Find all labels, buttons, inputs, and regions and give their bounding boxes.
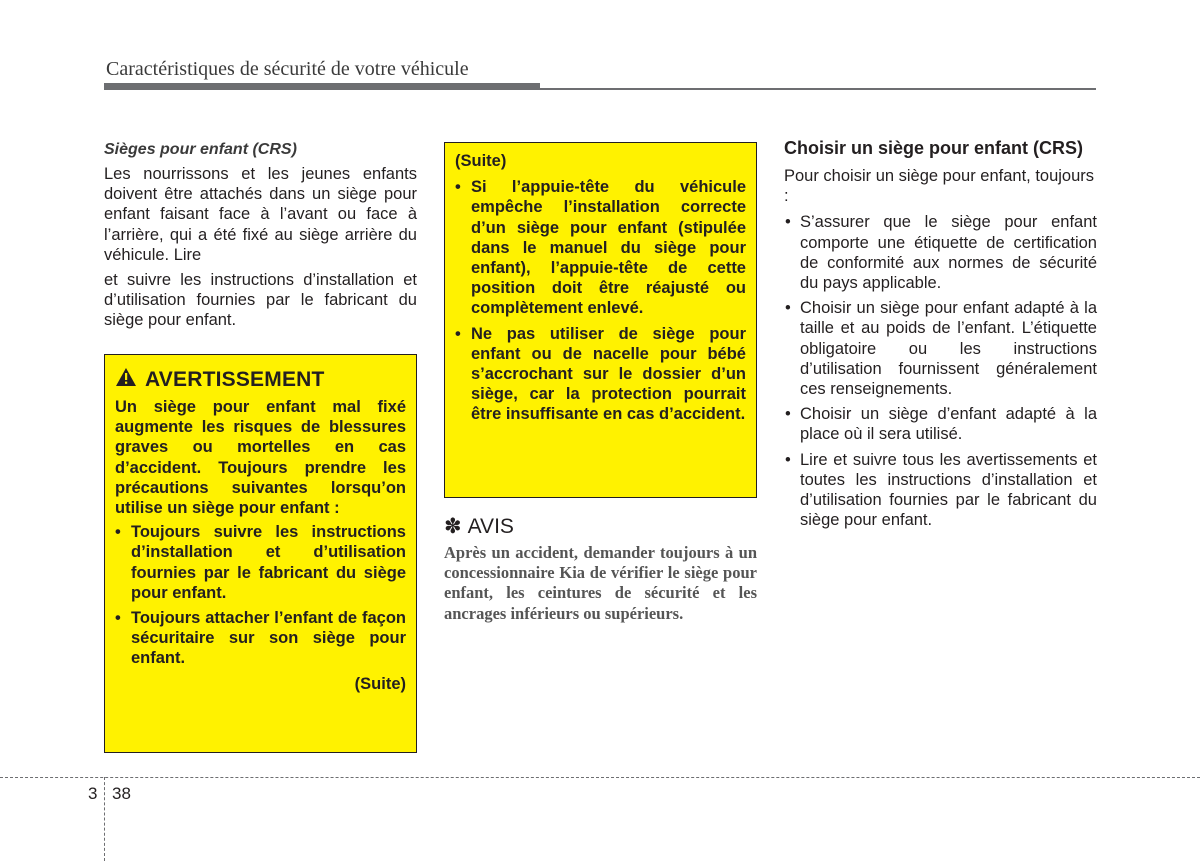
asterisk-icon: ✽ bbox=[444, 515, 462, 538]
list-item: • Toujours attacher l’enfant de façon sécuritaire sur son siège pour enfant. bbox=[115, 609, 406, 668]
instructions-paragraph: et suivre les instructions d’installation et d’utilisation fournies par le fabricant du siège pour enfant. bbox=[104, 271, 417, 330]
list-item: • Toujours suivre les instructions d’installation et d’utilisation fournies par le fabricant du siège pour enfant. bbox=[115, 523, 406, 602]
list-item: • S’assurer que le siège pour enfant comporte une étiquette de certification de conformité aux normes de sécurité du pays applicable. bbox=[785, 213, 1097, 293]
list-item: • Choisir un siège pour enfant adapté à la taille et au poids de l’enfant. L’étiquette obligatoire ou les instructions d’utilisation fournissent généralement ces renseignements. bbox=[785, 299, 1097, 399]
choose-intro: Pour choisir un siège pour enfant, toujours : bbox=[784, 167, 1095, 206]
warning-triangle-icon bbox=[115, 367, 137, 393]
section-heading-crs: Sièges pour enfant (CRS) bbox=[104, 141, 297, 158]
choose-bullet-list bbox=[784, 212, 1097, 530]
warning-title-text: AVERTISSEMENT bbox=[145, 368, 325, 391]
warning-intro: Un siège pour enfant mal fixé augmente les risques de blessures graves ou mortelles en cas d’accident. Toujours prendre les précautions suivantes lorsqu’on utilise un siège pour enfant : bbox=[115, 398, 406, 518]
right-column bbox=[784, 138, 1097, 535]
avis-text: Après un accident, demander toujours à un concessionnaire Kia de vérifier le siège pour enfant, les ceintures de sécurité et les ancrages inférieurs ou supérieurs. bbox=[444, 543, 757, 623]
list-item: • Lire et suivre tous les avertissements et toutes les instructions d’installation et d’utilisation fournies par le fabricant du siège pour enfant. bbox=[785, 450, 1097, 530]
list-item: • Choisir un siège d’enfant adapté à la place où il sera utilisé. bbox=[785, 405, 1097, 444]
intro-paragraph: Les nourrissons et les jeunes enfants doivent être attachés dans un siège pour enfant faisant face à l’avant ou face à l’arrière, qui a été fixé au siège arrière du véhicule. Lire bbox=[104, 165, 417, 264]
continued-warning-box bbox=[444, 142, 757, 498]
continued-label: (Suite) bbox=[455, 152, 507, 170]
list-item: • Ne pas utiliser de siège pour enfant ou de nacelle pour bébé s’accrochant sur le dossier d’un siège, car la protection pourrait être insuffisante en cas d’accident. bbox=[455, 324, 746, 424]
continued-bullet-list bbox=[455, 177, 746, 424]
left-column bbox=[104, 138, 417, 331]
warning-bullet-list bbox=[115, 522, 406, 668]
section-heading-choose-crs: Choisir un siège pour enfant (CRS) bbox=[784, 138, 1084, 158]
page-number: 38 bbox=[112, 784, 131, 803]
footer-rule bbox=[0, 777, 1200, 778]
list-item: • Si l’appuie-tête du véhicule empêche l’installation correcte d’un siège pour enfant (stipulée dans le manuel du siège pour enfant), l’appuie-tête de cette position doit être réajusté ou complètement enlevé. bbox=[455, 178, 746, 318]
avis-title bbox=[444, 514, 514, 539]
chapter-number: 3 bbox=[88, 784, 98, 803]
warning-box bbox=[104, 354, 417, 753]
warning-title bbox=[115, 367, 406, 393]
page-header-title: Caractéristiques de sécurité de votre véhicule bbox=[106, 58, 469, 80]
header-rule-thin bbox=[104, 88, 1096, 90]
footer-vertical-rule bbox=[104, 777, 105, 861]
continued-label: (Suite) bbox=[354, 674, 406, 693]
avis-title-text: AVIS bbox=[467, 514, 514, 538]
